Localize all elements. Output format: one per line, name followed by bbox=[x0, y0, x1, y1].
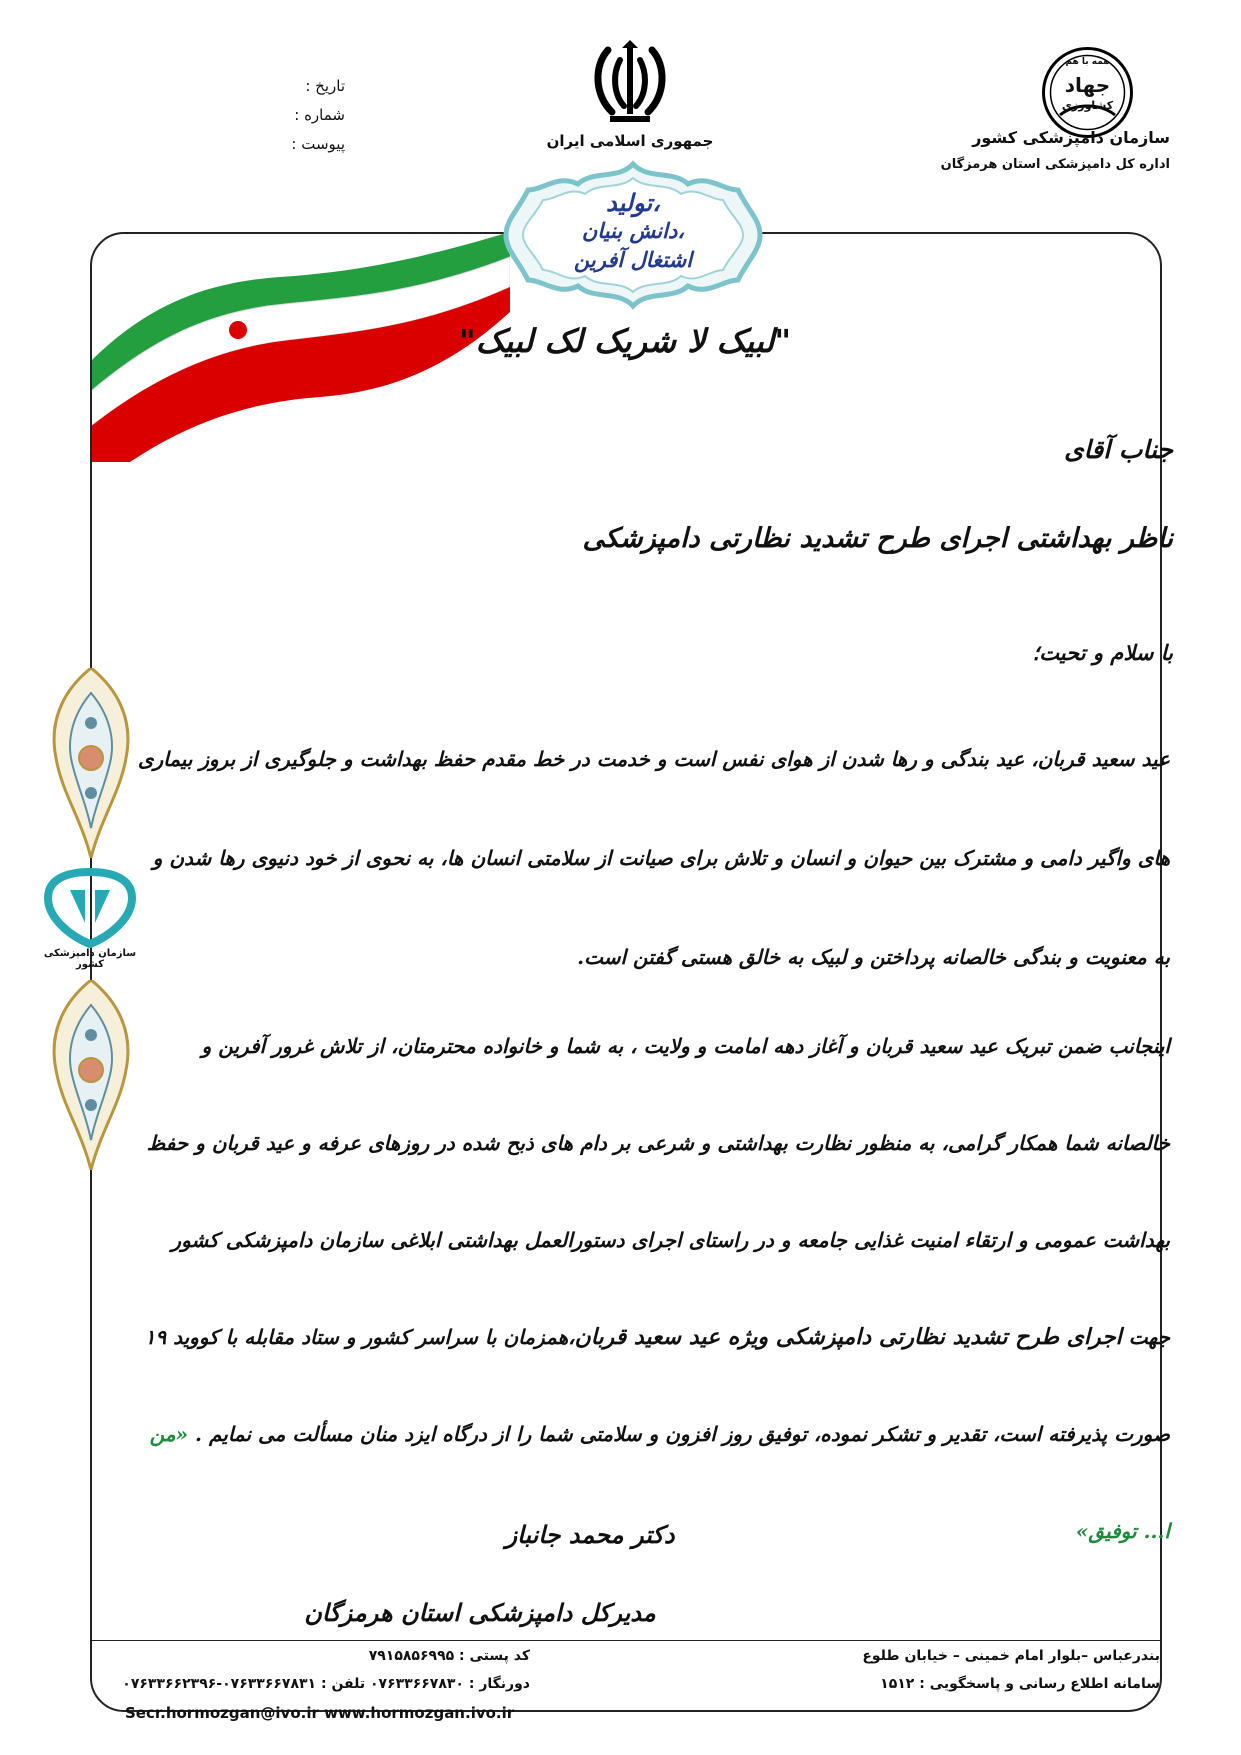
footer-info-line: سامانه اطلاع رسانی و پاسخگویی : ۱۵۱۲ bbox=[880, 1676, 1160, 1692]
org-subdivision: اداره کل دامپزشکی استان هرمزگان bbox=[940, 157, 1170, 172]
number-label: شماره : bbox=[294, 106, 345, 124]
slogan-line-2: دانش بنیان، bbox=[581, 218, 685, 243]
greeting: با سلام و تحیت؛ bbox=[1032, 640, 1173, 665]
attachment-label: پیوست : bbox=[291, 135, 345, 153]
closing-phrase: «من ا... توفیق» bbox=[149, 1422, 1170, 1543]
country-name: جمهوری اسلامی ایران bbox=[546, 132, 714, 150]
labbaik-motto: "لبیک لا شریک لک لبیک" bbox=[459, 322, 791, 360]
jihad-agriculture-logo bbox=[1040, 45, 1135, 140]
logo-main-text: جهاد bbox=[1064, 73, 1111, 97]
logo-sub-text: کشاورزی bbox=[1061, 99, 1114, 112]
slogan-line-3: اشتغال آفرین bbox=[573, 247, 693, 272]
letter-meta bbox=[255, 72, 345, 159]
paragraph-2-part-c: ،همزمان با سراسر کشور و ستاد مقابله با کووید ۱۹ صورت پذیرفته است، تقدیر و تشکر نموده، توفیق روز افزون و سلامتی شما را از درگاه ایزد منان مسألت می نمایم . bbox=[144, 1325, 1170, 1446]
ivo-shield-icon bbox=[40, 868, 140, 948]
date-label: تاریخ : bbox=[305, 77, 345, 95]
footer-address: بندرعباس –بلوار امام خمینی – خیابان طلوع bbox=[862, 1648, 1160, 1664]
signatory-title: مدیرکل دامپزشکی استان هرمزگان bbox=[304, 1598, 656, 1627]
footer-divider bbox=[92, 1640, 1160, 1641]
logo-top-text: همه با هم bbox=[1065, 57, 1110, 67]
islamic-ornament-icon bbox=[46, 980, 136, 1170]
paragraph-2-part-a: اینجانب ضمن تبریک عید سعید قربان و آغاز دهه امامت و ولایت ، به شما و خانواده محترمتان، از تلاش غرور آفرین و خالصانه شما همکار گرامی، به منظور نظارت بهداشتی و شرعی بر دام های ذبح شده در روزهای عرفه و عید قربان و حفظ بهداشت عمومی و ارتقاء امنیت غذایی جامعه و در راستای اجرای دستورالعمل بهداشتی ابلاغی سازمان دامپزشکی کشور جهت bbox=[146, 1034, 1170, 1349]
ivo-caption: سازمان دامپزشکی کشور bbox=[43, 948, 137, 970]
slogan-badge bbox=[498, 160, 768, 310]
slogan-line-1: تولید، bbox=[606, 188, 660, 217]
footer-phone: دورنگار : ۰۷۶۳۳۶۶۷۸۳۰ تلفن : ۰۷۶۳۳۶۶۷۸۳۱-۰۷۶۳۳۶۶۲۳۹۶ bbox=[122, 1676, 530, 1692]
footer-web-email: Secr.hormozgan@ivo.ir www.hormozgan.ivo.ir bbox=[125, 1704, 515, 1722]
paragraph-2-emphasis: اجرای طرح تشدید نظارتی دامپزشکی ویژه عید سعید قربان bbox=[574, 1324, 1122, 1350]
letter-subject: ناظر بهداشتی اجرای طرح تشدید نظارتی دامپزشکی bbox=[582, 523, 1173, 554]
footer-postal-code: کد پستی : ۷۹۱۵۸۵۶۹۹۵ bbox=[368, 1648, 530, 1664]
ivo-logo bbox=[40, 868, 140, 968]
islamic-ornament-icon bbox=[46, 668, 136, 858]
iran-emblem-icon bbox=[590, 40, 670, 125]
paragraph-2 bbox=[135, 998, 1170, 1580]
org-name: سازمان دامپزشکی کشور bbox=[972, 128, 1170, 147]
salutation: جناب آقای bbox=[1064, 435, 1173, 464]
paragraph-1: عید سعید قربان، عید بندگی و رها شدن از هوای نفس است و خدمت در خط مقدم حفظ بهداشت و جلوگیری از بروز بیماری های واگیر دامی و مشترک بین حیوان و انسان و تلاش برای صیانت از سلامتی انسان ها، به نحوی از خود دنیوی رها شدن و به معنویت و بندگی خالصانه پرداختن و لبیک به خالق هستی گفتن است. bbox=[137, 747, 1170, 969]
signatory-name: دکتر محمد جانباز bbox=[505, 1520, 675, 1549]
